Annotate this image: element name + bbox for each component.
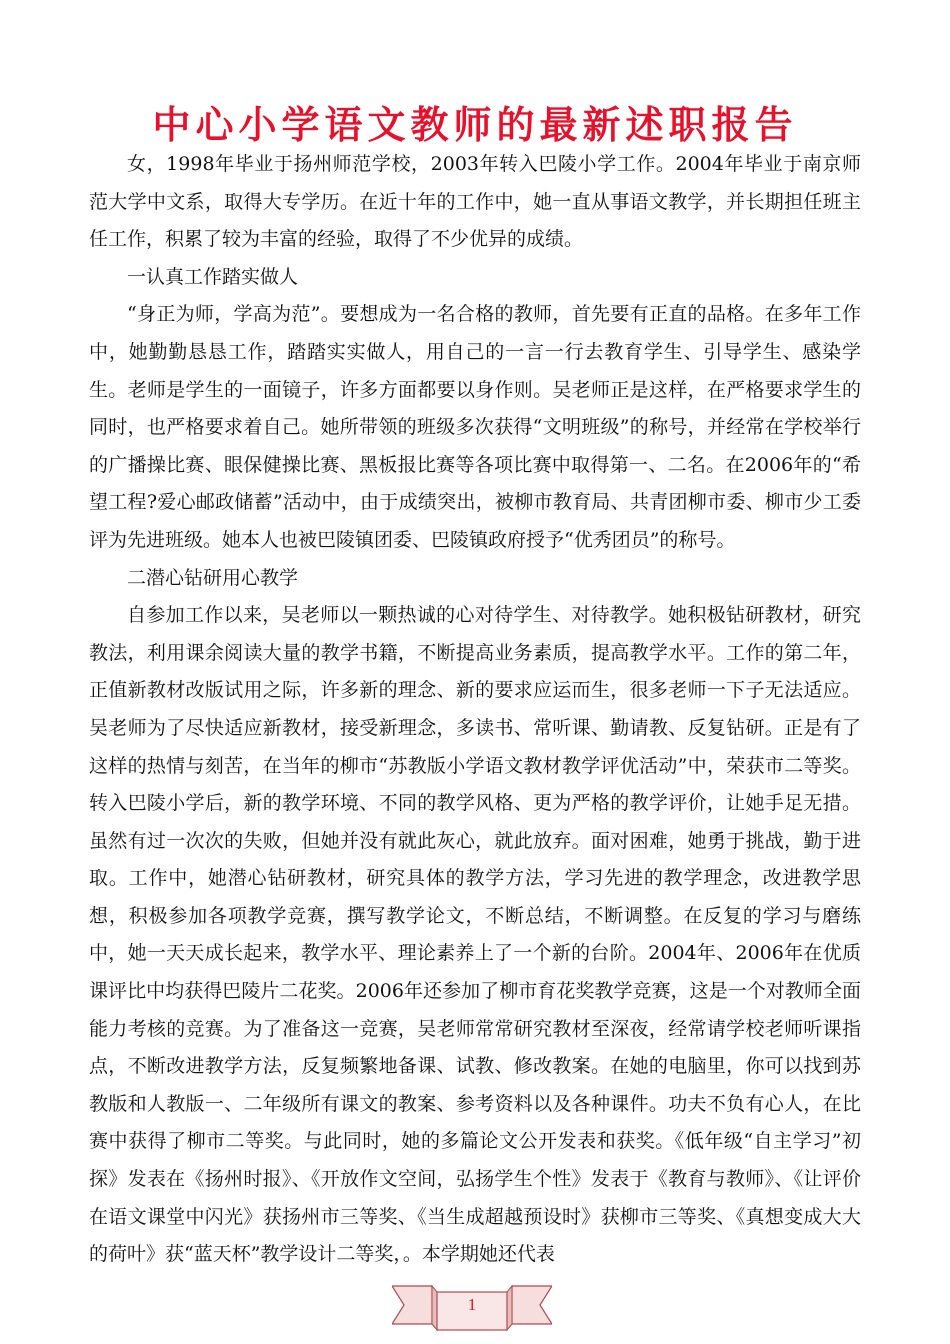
paragraph-intro: 女，1998年毕业于扬州师范学校，2003年转入巴陵小学工作。2004年毕业于南京师范大学中文系，取得大专学历。在近十年的工作中，她一直从事语文教学，并长期担任班主任工作，积累了较为丰富的经验，取得了不少优异的成绩。 bbox=[89, 153, 861, 251]
section-heading-2: 二潜心钻研用心教学 bbox=[127, 566, 299, 589]
document-body bbox=[89, 146, 861, 1274]
paragraph-section-2: 自参加工作以来，吴老师以一颗热诚的心对待学生、对待教学。她积极钻研教材，研究教法，利用课余阅读大量的教学书籍，不断提高业务素质，提高教学水平。工作的第二年，正值新教材改版试用之际，许多新的理念、新的要求应运而生，很多老师一下子无法适应。吴老师为了尽快适应新教材，接受新理念，多读书、常听课、勤请教、反复钻研。正是有了这样的热情与刻苦，在当年的柳市“苏教版小学语文教材教学评优活动”中，荣获市二等奖。转入巴陵小学后，新的教学环境、不同的教学风格、更为严格的教学评价，让她手足无措。虽然有过一次次的失败，但她并没有就此灰心，就此放弃。面对困难，她勇于挑战，勤于进取。工作中，她潜心钻研教材，研究具体的教学方法，学习先进的教学理念，改进教学思想，积极参加各项教学竞赛，撰写教学论文，不断总结，不断调整。在反复的学习与磨练中，她一天天成长起来，教学水平、理论素养上了一个新的台阶。2004年、2006年在优质课评比中均获得巴陵片二花奖。2006年还参加了柳市育花奖教学竞赛，这是一个对教师全面能力考核的竞赛。为了准备这一竞赛，吴老师常常研究教材至深夜，经常请学校老师听课指点，不断改进教学方法，反复频繁地备课、试教、修改教案。在她的电脑里，你可以找到苏教版和人教版一、二年级所有课文的教案、参考资料以及各种课件。功夫不负有心人，在比赛中获得了柳市二等奖。与此同时，她的多篇论文公开发表和获奖。《低年级“自主学习”初探》发表在《扬州时报》、《开放作文空间，弘扬学生个性》发表于《教育与教师》、《让评价在语文课堂中闪光》获扬州市三等奖、《当生成超越预设时》获柳市三等奖、《真想变成大大的荷叶》获“蓝天杯”教学设计二等奖，。本学期她还代表 bbox=[89, 604, 861, 1266]
section-heading-1: 一认真工作踏实做人 bbox=[127, 265, 299, 288]
paragraph-section-1: “身正为师，学高为范”。要想成为一名合格的教师，首先要有正直的品格。在多年工作中，她勤勤恳恳工作，踏踏实实做人，用自己的一言一行去教育学生、引导学生、感染学生。老师是学生的一面镜子，许多方面都要以身作则。吴老师正是这样，在严格要求学生的同时，也严格要求着自己。她所带领的班级多次获得“文明班级”的称号，并经常在学校举行的广播操比赛、眼保健操比赛、黑板报比赛等各项比赛中取得第一、二名。在2006年的“希望工程?爱心邮政储蓄”活动中，由于成绩突出，被柳市教育局、共青团柳市委、柳市少工委评为先进班级。她本人也被巴陵镇团委、巴陵镇政府授予“优秀团员”的称号。 bbox=[89, 303, 861, 551]
page-footer-ribbon bbox=[392, 1278, 552, 1336]
page-number: 1 bbox=[467, 1295, 477, 1314]
document-title: 中心小学语文教师的最新述职报告 bbox=[152, 103, 798, 147]
